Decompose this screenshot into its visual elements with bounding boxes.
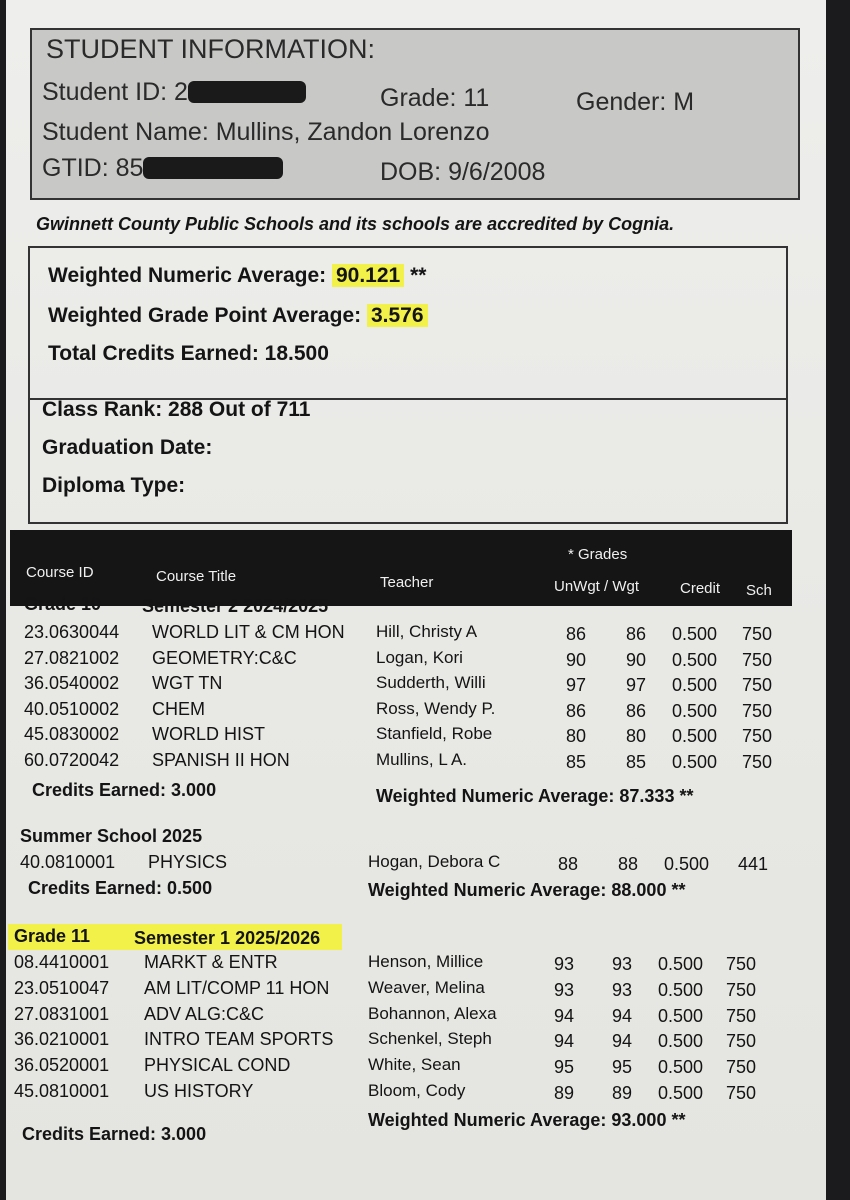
course-credit: 0.500 [658,1083,704,1103]
gtid-visible: 85 [115,154,144,182]
wgpa-label: Weighted Grade Point Average: [48,304,362,327]
credits-earned: Credits Earned: 0.500 [28,878,213,898]
student-info-box [30,28,800,200]
student-info-heading: STUDENT INFORMATION: [46,34,375,64]
school-code: 750 [742,675,773,695]
weighted-grade: 86 [626,701,647,721]
course-title: PHYSICS [148,852,228,872]
course-title: MARKT & ENTR [144,952,278,972]
section-wna: Weighted Numeric Average: 93.000 ** [368,1110,686,1130]
course-id: 45.0810001 [14,1081,110,1101]
weighted-grade: 88 [618,854,639,874]
dob: DOB: 9/6/2008 [380,158,546,186]
course-credit: 0.500 [664,854,710,874]
course-credit: 0.500 [672,650,718,670]
class-rank: Class Rank: 288 Out of 711 [42,398,311,421]
gtid-label: GTID: [42,154,109,182]
unweighted-grade: 89 [554,1083,575,1103]
diploma-type: Diploma Type: [42,474,186,497]
course-title: US HISTORY [144,1081,254,1101]
course-id: 08.4410001 [14,952,110,972]
col-course-title: Course Title [156,568,237,585]
school-code: 750 [742,650,773,670]
section-grade: Grade 10 [24,594,102,614]
wna-row [48,264,426,288]
course-credit: 0.500 [672,726,718,746]
weighted-grade: 94 [612,1006,633,1026]
course-teacher: Mullins, L A. [376,750,468,769]
course-teacher: Hogan, Debora C [368,852,501,871]
school-code: 441 [738,854,769,874]
accreditation-note: Gwinnett County Public Schools and its schools are accredited by Cognia. [36,214,675,234]
course-credit: 0.500 [658,1031,704,1051]
unweighted-grade: 85 [566,752,587,772]
weighted-grade: 93 [612,954,633,974]
course-title: ADV ALG:C&C [144,1004,265,1024]
col-course-id: Course ID [26,564,94,581]
course-credit: 0.500 [672,624,718,644]
course-title: GEOMETRY:C&C [152,648,297,668]
course-title: WGT TN [152,673,223,693]
unweighted-grade: 90 [566,650,587,670]
course-id: 27.0831001 [14,1004,110,1024]
wna-suffix: ** [410,264,427,287]
course-teacher: Bohannon, Alexa [368,1004,497,1023]
course-id: 40.0810001 [20,852,116,872]
section-term: Semester 1 2025/2026 [134,928,321,948]
course-id: 27.0821002 [24,648,120,668]
transcript-page [6,0,826,1200]
section-grade: Grade 11 [14,926,91,946]
weighted-grade: 90 [626,650,647,670]
course-teacher: White, Sean [368,1055,461,1074]
col-sch: Sch [746,582,772,599]
unweighted-grade: 93 [554,954,575,974]
weighted-grade: 89 [612,1083,633,1103]
section-wna: Weighted Numeric Average: 87.333 ** [376,786,694,806]
course-title: WORLD HIST [152,724,266,744]
weighted-grade: 86 [626,624,647,644]
weighted-grade: 95 [612,1057,633,1077]
course-id: 36.0520001 [14,1055,110,1075]
grade-label: Grade: 11 [380,84,490,112]
student-id-row [42,78,306,107]
course-teacher: Henson, Millice [368,952,484,971]
section-wna: Weighted Numeric Average: 88.000 ** [368,880,686,900]
course-credit: 0.500 [658,980,704,1000]
course-title: AM LIT/COMP 11 HON [144,978,330,998]
school-code: 750 [726,1031,757,1051]
redaction-mark [143,157,283,179]
school-code: 750 [726,1057,757,1077]
course-credit: 0.500 [658,1006,704,1026]
course-teacher: Sudderth, Willi [376,673,486,692]
weighted-grade: 97 [626,675,647,695]
weighted-grade: 80 [626,726,647,746]
school-code: 750 [726,954,757,974]
course-id: 40.0510002 [24,699,120,719]
course-title: SPANISH II HON [152,750,290,770]
col-teacher: Teacher [380,574,434,591]
gender-label: Gender: M [576,88,695,116]
course-title: CHEM [152,699,205,719]
wgpa-row [48,304,428,328]
student-id-visible: 2 [174,78,188,106]
unweighted-grade: 97 [566,675,587,695]
course-teacher: Logan, Kori [376,648,463,667]
gtid-row [42,154,283,183]
school-code: 750 [742,726,773,746]
school-code: 750 [742,701,773,721]
course-teacher: Hill, Christy A [376,622,478,641]
course-id: 36.0210001 [14,1029,110,1049]
redaction-mark [188,81,306,103]
course-teacher: Stanfield, Robe [376,724,493,743]
graduation-date: Graduation Date: [42,436,213,459]
unweighted-grade: 86 [566,701,587,721]
wgpa-value: 3.576 [367,304,428,327]
col-credit: Credit [680,580,721,597]
unweighted-grade: 94 [554,1006,575,1026]
unweighted-grade: 80 [566,726,587,746]
unweighted-grade: 93 [554,980,575,1000]
school-code: 750 [742,624,773,644]
course-teacher: Schenkel, Steph [368,1029,492,1048]
course-credit: 0.500 [658,1057,704,1077]
course-credit: 0.500 [672,701,718,721]
course-teacher: Ross, Wendy P. [376,699,496,718]
unweighted-grade: 86 [566,624,587,644]
weighted-grade: 85 [626,752,647,772]
weighted-grade: 94 [612,1031,633,1051]
course-id: 23.0510047 [14,978,110,998]
section-term: Semester 2 2024/2025 [142,596,329,616]
unweighted-grade: 95 [554,1057,575,1077]
course-credit: 0.500 [672,752,718,772]
wna-value: 90.121 [332,264,404,287]
credits-earned: Credits Earned: 3.000 [22,1124,207,1144]
course-id: 23.0630044 [24,622,120,642]
table-header [10,530,792,606]
school-code: 750 [726,1006,757,1026]
course-credit: 0.500 [658,954,704,974]
grades-note: * Grades [568,546,628,563]
wna-label: Weighted Numeric Average: [48,264,327,287]
course-teacher: Bloom, Cody [368,1081,466,1100]
course-title: PHYSICAL COND [144,1055,291,1075]
course-id: 60.0720042 [24,750,120,770]
course-title: INTRO TEAM SPORTS [144,1029,334,1049]
credits-earned: Credits Earned: 3.000 [32,780,217,800]
school-code: 750 [726,980,757,1000]
section-grade: Summer School 2025 [20,826,203,846]
total-credits: Total Credits Earned: 18.500 [48,342,329,365]
unweighted-grade: 94 [554,1031,575,1051]
school-code: 750 [742,752,773,772]
course-id: 45.0830002 [24,724,120,744]
averages-box [28,246,788,524]
unweighted-grade: 88 [558,854,579,874]
student-name: Student Name: Mullins, Zandon Lorenzo [42,118,490,146]
course-teacher: Weaver, Melina [368,978,485,997]
col-grades: UnWgt / Wgt [554,578,640,595]
course-title: WORLD LIT & CM HON [152,622,345,642]
school-code: 750 [726,1083,757,1103]
weighted-grade: 93 [612,980,633,1000]
course-credit: 0.500 [672,675,718,695]
course-id: 36.0540002 [24,673,120,693]
student-id-label: Student ID: [42,78,168,106]
